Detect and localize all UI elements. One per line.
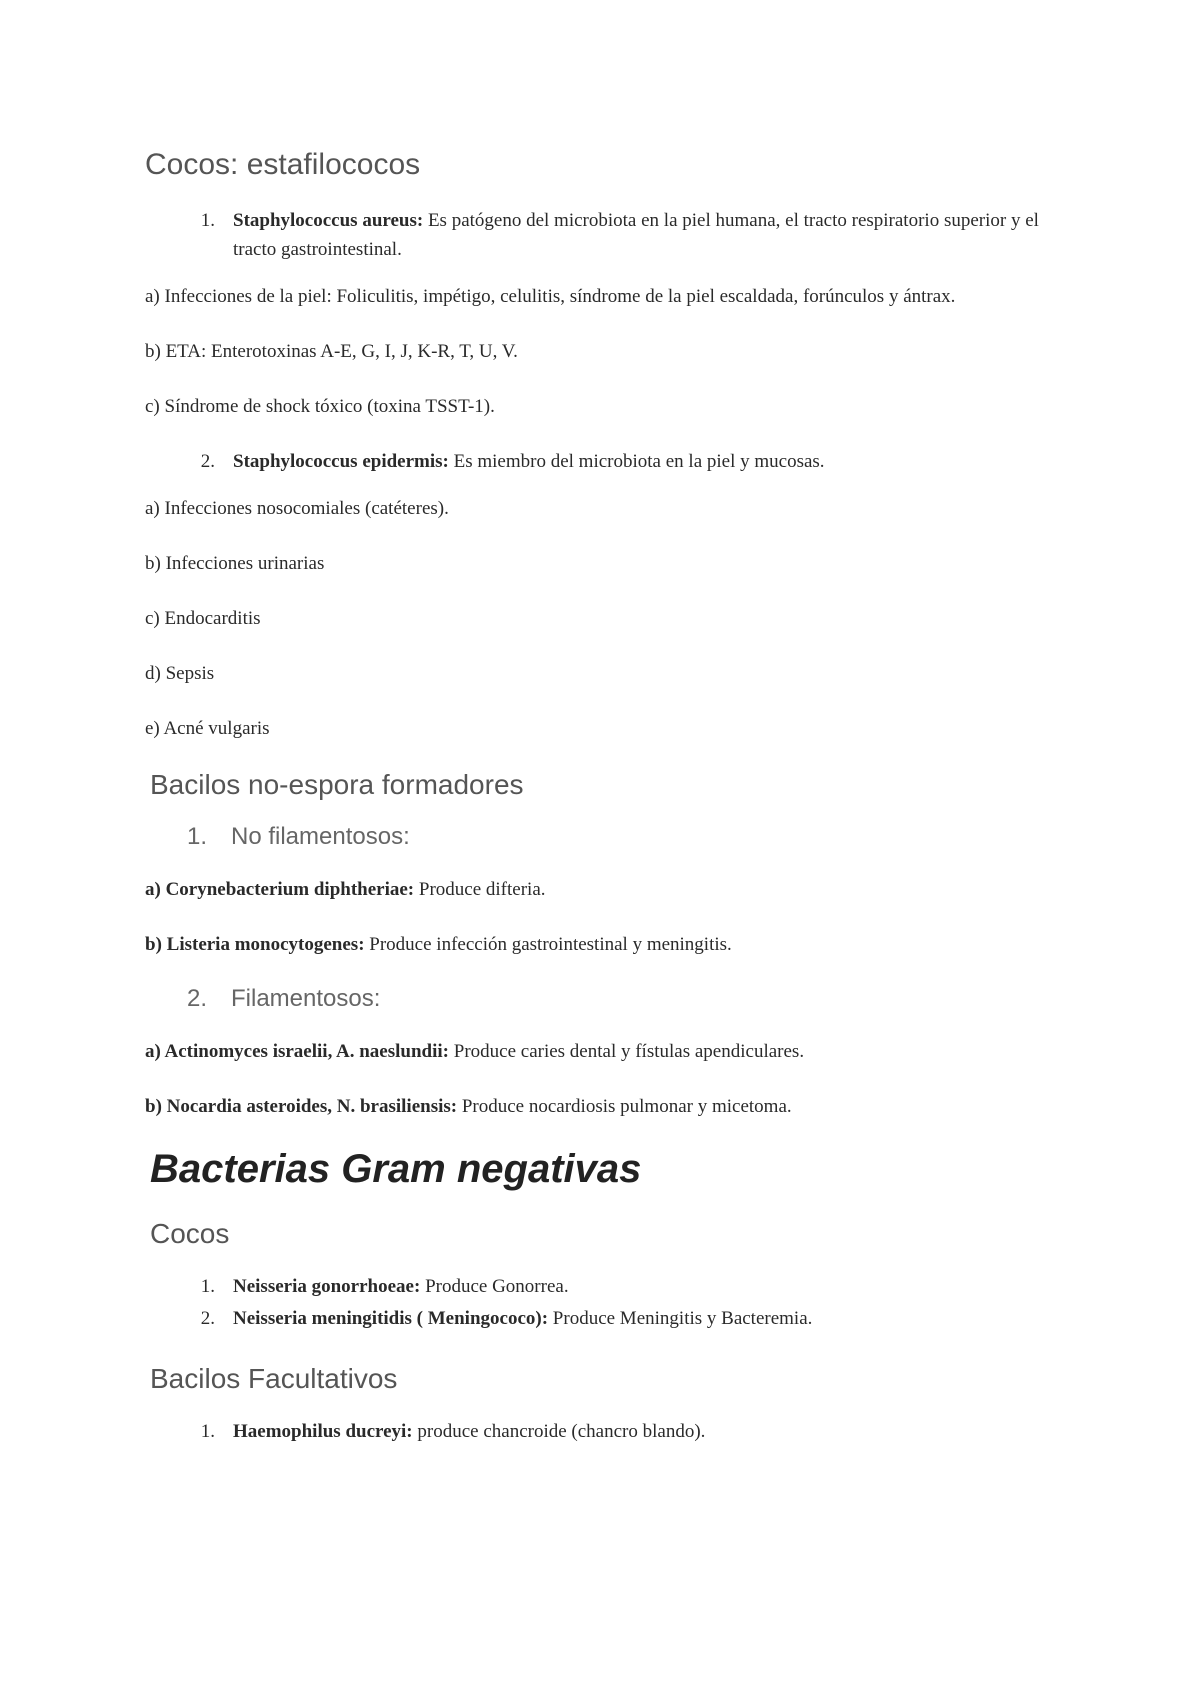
heading-bacterias-gram-negativas: Bacterias Gram negativas — [150, 1147, 642, 1191]
paragraph: c) Endocarditis — [145, 608, 261, 629]
list-number: 2. — [186, 985, 207, 1012]
list-number: 2. — [200, 451, 215, 472]
paragraph — [145, 1037, 1045, 1066]
organism-description: Produce infección gastrointestinal y meningitis. — [369, 934, 732, 955]
organism-description: produce chancroide (chancro blando). — [417, 1421, 706, 1442]
organism-name: Staphylococcus aureus: — [233, 210, 424, 231]
organism-description: Produce caries dental y fístulas apendiculares. — [453, 1041, 805, 1062]
list-number: 2. — [200, 1308, 215, 1329]
heading-bacilos-no-espora: Bacilos no-espora formadores — [150, 769, 524, 800]
organism-description: Produce nocardiosis pulmonar y micetoma. — [461, 1096, 792, 1117]
list-item — [145, 1304, 1045, 1333]
organism-name: b) Listeria monocytogenes: — [145, 934, 365, 955]
organism-description: Es miembro del microbiota en la piel y mucosas. — [453, 451, 825, 472]
organism-description: Produce Gonorrea. — [425, 1276, 569, 1297]
organism-name: Haemophilus ducreyi: — [233, 1421, 413, 1442]
list-heading-no-filamentosos — [145, 823, 1045, 851]
list-item — [145, 1417, 1045, 1446]
list-item-staph-epidermis — [145, 447, 1045, 476]
heading-cocos: Cocos — [150, 1218, 230, 1249]
paragraph: b) Infecciones urinarias — [145, 553, 325, 574]
paragraph: a) Infecciones nosocomiales (catéteres). — [145, 498, 449, 519]
list-number: 1. — [200, 1421, 215, 1442]
paragraph — [145, 930, 1045, 959]
paragraph: a) Infecciones de la piel: Foliculitis, impétigo, celulitis, síndrome de la piel escaldada, forúnculos y ántrax. — [145, 286, 956, 307]
organism-name: Neisseria gonorrhoeae: — [233, 1276, 421, 1297]
list-item — [145, 1272, 1045, 1301]
paragraph: e) Acné vulgaris — [145, 718, 270, 739]
organism-name: a) Actinomyces israelii, A. naeslundii: — [145, 1041, 449, 1062]
document-page — [145, 140, 1045, 1464]
organism-description: Es patógeno del microbiota en la piel humana, el tracto respiratorio superior y el tracto gastrointestinal. — [233, 210, 1039, 260]
list-label: Filamentosos: — [231, 985, 381, 1012]
list-item-staph-aureus — [145, 206, 1045, 264]
heading-cocos-estafilococos: Cocos: estafilococos — [145, 148, 421, 181]
list-label: No filamentosos: — [231, 823, 410, 850]
list-number: 1. — [200, 210, 215, 231]
organism-name: a) Corynebacterium diphtheriae: — [145, 879, 415, 900]
list-number: 1. — [200, 1276, 215, 1297]
paragraph — [145, 1092, 1045, 1121]
paragraph: d) Sepsis — [145, 663, 215, 684]
organism-description: Produce Meningitis y Bacteremia. — [552, 1308, 813, 1329]
heading-bacilos-facultativos: Bacilos Facultativos — [150, 1363, 398, 1394]
paragraph — [145, 875, 1045, 904]
organism-name: b) Nocardia asteroides, N. brasiliensis: — [145, 1096, 458, 1117]
list-heading-filamentosos — [145, 985, 1045, 1013]
paragraph: c) Síndrome de shock tóxico (toxina TSST-1). — [145, 396, 495, 417]
organism-name: Neisseria meningitidis ( Meningococo): — [233, 1308, 549, 1329]
organism-description: Produce difteria. — [418, 879, 546, 900]
list-number: 1. — [186, 823, 207, 850]
organism-name: Staphylococcus epidermis: — [233, 451, 449, 472]
paragraph: b) ETA: Enterotoxinas A-E, G, I, J, K-R, T, U, V. — [145, 341, 518, 362]
